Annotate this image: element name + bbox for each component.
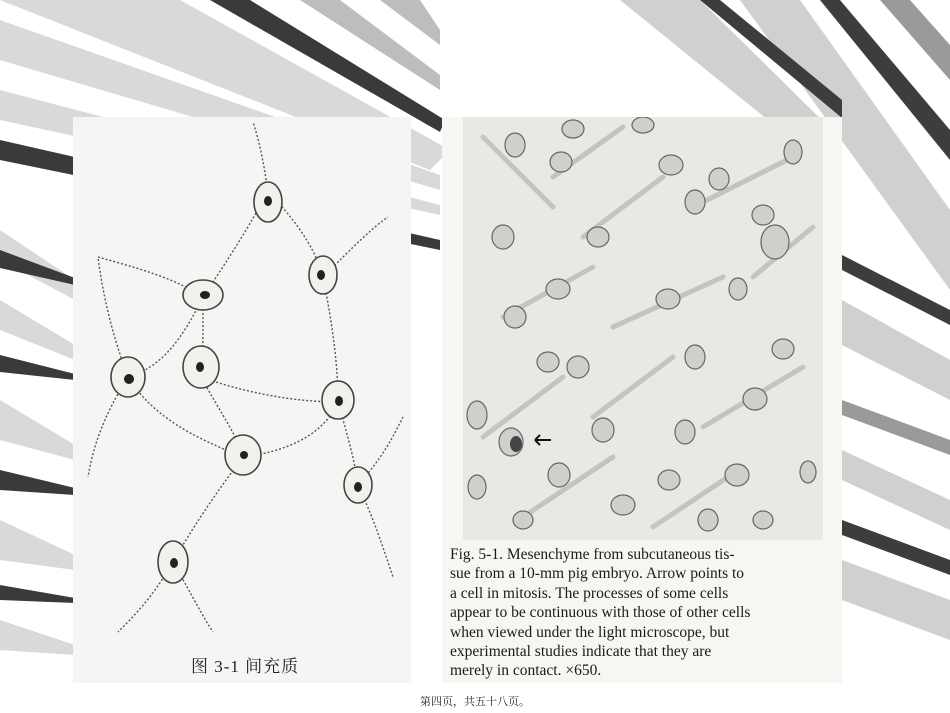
caption-line: merely in contact. ×650. bbox=[450, 662, 602, 680]
caption-line: a cell in mitosis. The processes of some cells bbox=[450, 584, 729, 602]
caption-line: when viewed under the light microscope, but bbox=[450, 623, 730, 641]
mesenchyme-drawing bbox=[73, 117, 411, 637]
figure-right-caption bbox=[450, 545, 834, 681]
figure-panel-left bbox=[73, 117, 411, 683]
micrograph bbox=[463, 117, 823, 540]
caption-line: experimental studies indicate that they are bbox=[450, 643, 712, 661]
caption-line: appear to be continuous with those of other cells bbox=[450, 604, 751, 622]
caption-line: sue from a 10-mm pig embryo. Arrow points to bbox=[450, 565, 745, 583]
figure-left-caption: 图 3-1 间充质 bbox=[191, 657, 300, 676]
figure-panel-right bbox=[442, 117, 842, 683]
caption-line: Fig. 5-1. Mesenchyme from subcutaneous tis- bbox=[450, 546, 735, 563]
page-footer: 第四页，共五十八页。 bbox=[420, 695, 530, 708]
micrograph-cells bbox=[463, 117, 823, 540]
